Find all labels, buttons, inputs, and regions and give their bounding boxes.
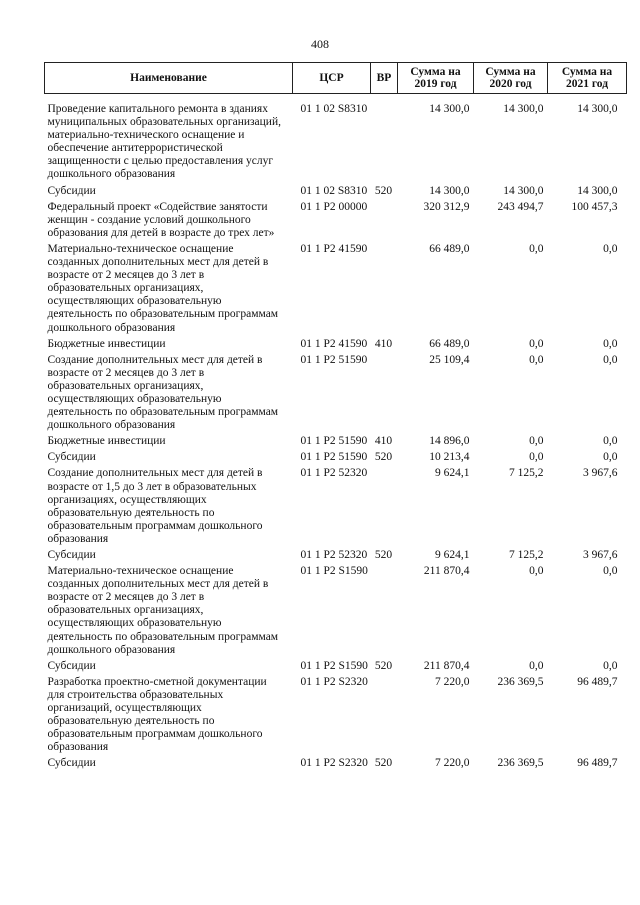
row-vr-code: 520: [374, 451, 393, 464]
row-sum-2020: 0,0: [529, 435, 544, 448]
header-spacer: [45, 94, 627, 104]
row-sum-2019: 66 489,0: [429, 337, 470, 350]
table-row: [45, 201, 627, 243]
row-vr-code: [371, 467, 398, 549]
row-vr-code: [371, 201, 398, 243]
row-name: Материально-техническое оснащение созданных дополнительных мест для детей в возрасте от 2 месяцев до 3 лет в образовательных организациях, осуществляющих образовательную деятельность по образовательным программам дошкольного образования: [47, 565, 279, 656]
row-sum-2019: 9 624,1: [435, 549, 470, 561]
row-sum-2021: 0,0: [603, 337, 618, 350]
row-name: Субсидии: [47, 184, 96, 197]
row-sum-2021: 3 967,6: [583, 549, 618, 561]
row-sum-2020: 0,0: [529, 565, 544, 578]
header-sum-2019: Сумма на 2019 год: [398, 63, 474, 94]
row-sum-2021: 96 489,7: [577, 757, 618, 770]
row-sum-2021: 96 489,7: [577, 675, 618, 688]
row-sum-2021: 3 967,6: [583, 467, 618, 480]
row-sum-2020: 0,0: [529, 337, 544, 350]
row-sum-2020: 236 369,5: [497, 757, 544, 770]
header-csr: ЦСР: [293, 63, 371, 94]
row-vr-code: [371, 354, 398, 436]
header-vr: ВР: [371, 63, 398, 94]
row-csr-code: 01 1 P2 51590: [300, 353, 368, 366]
row-vr-code: 520: [374, 549, 393, 561]
row-csr-code: 01 1 P2 51590: [300, 451, 368, 464]
table-row: [45, 676, 627, 758]
table-row: [45, 435, 627, 451]
row-sum-2019: 7 220,0: [435, 675, 470, 688]
row-name: Разработка проектно-сметной документации для строительства образовательных организаций, осуществляющих образовательную деятельность по образовательным программам дошкольного образования: [47, 675, 267, 754]
row-sum-2020: 0,0: [529, 353, 544, 366]
row-sum-2021: 0,0: [603, 565, 618, 578]
row-name: Создание дополнительных мест для детей в возрасте от 1,5 до 3 лет в образовательных организациях, осуществляющих образовательную деятельность по образовательным программам дошкольного образования: [47, 467, 263, 545]
row-vr-code: 410: [374, 337, 393, 350]
row-name: Субсидии: [47, 549, 96, 561]
row-vr-code: [371, 243, 398, 338]
table-row: [45, 354, 627, 436]
header-name: Наименование: [45, 63, 293, 94]
header-sum-2020: Сумма на 2020 год: [474, 63, 548, 94]
table-header: [45, 63, 627, 94]
row-sum-2020: 236 369,5: [497, 675, 544, 688]
row-sum-2020: 0,0: [529, 451, 544, 464]
row-name: Проведение капитального ремонта в зданиях муниципальных образовательных организаций, материально-технического оснащение и обеспечение антитеррористической защищенности с целью предоставления услуг дошкольного образования: [47, 103, 281, 181]
row-sum-2019: 14 896,0: [429, 435, 470, 448]
row-vr-code: 520: [374, 757, 393, 770]
row-sum-2020: 243 494,7: [497, 200, 544, 213]
row-csr-code: 01 1 P2 S2320: [300, 675, 368, 688]
row-name: Федеральный проект «Содействие занятости женщин - создание условий дошкольного образования для детей в возрасте до трех лет»: [47, 200, 275, 239]
row-name: Субсидии: [47, 659, 96, 672]
row-name: Материально-техническое оснащение созданных дополнительных мест для детей в возрасте от 2 месяцев до 3 лет в образовательных организациях, осуществляющих образовательную деятельность по образовательным программам дошкольного образования: [47, 242, 279, 334]
table-row: [45, 565, 627, 660]
row-sum-2019: 14 300,0: [429, 103, 470, 115]
table-row: [45, 103, 627, 185]
row-sum-2021: 0,0: [603, 659, 618, 672]
row-sum-2020: 14 300,0: [503, 103, 544, 115]
row-sum-2021: 14 300,0: [577, 103, 618, 115]
row-sum-2019: 66 489,0: [429, 242, 470, 255]
row-csr-code: 01 1 02 S8310: [300, 103, 368, 115]
table-body: [45, 94, 627, 774]
row-sum-2021: 0,0: [603, 451, 618, 464]
row-sum-2019: 25 109,4: [429, 353, 470, 366]
table-row: [45, 549, 627, 565]
row-sum-2019: 10 213,4: [429, 451, 470, 464]
row-vr-code: [371, 676, 398, 758]
row-sum-2020: 0,0: [529, 242, 544, 255]
row-sum-2021: 0,0: [603, 242, 618, 255]
row-sum-2019: 9 624,1: [435, 467, 470, 480]
row-csr-code: 01 1 P2 41590: [300, 337, 368, 350]
row-csr-code: 01 1 P2 41590: [300, 242, 368, 255]
row-sum-2019: 7 220,0: [435, 757, 470, 770]
row-sum-2019: 320 312,9: [423, 200, 470, 213]
table-row: [45, 338, 627, 354]
row-name: Субсидии: [47, 451, 96, 464]
row-name: Создание дополнительных мест для детей в возрасте от 2 месяцев до 3 лет в образовательных организациях, осуществляющих образовательную деятельность по образовательным программам дошкольного образования: [47, 353, 279, 432]
row-name: Бюджетные инвестиции: [47, 435, 166, 448]
row-sum-2020: 0,0: [529, 659, 544, 672]
row-sum-2021: 100 457,3: [571, 200, 618, 213]
table-row: [45, 451, 627, 467]
row-sum-2021: 0,0: [603, 435, 618, 448]
row-csr-code: 01 1 P2 S1590: [300, 659, 368, 672]
page-number: 408: [311, 37, 329, 51]
row-name: Бюджетные инвестиции: [47, 337, 166, 350]
header-sum-2021: Сумма на 2021 год: [548, 63, 627, 94]
row-csr-code: 01 1 P2 52320: [300, 549, 368, 561]
table-row: [45, 243, 627, 338]
row-csr-code: 01 1 P2 52320: [300, 467, 368, 480]
row-sum-2021: 0,0: [603, 353, 618, 366]
budget-table: [44, 62, 627, 774]
row-csr-code: 01 1 P2 S1590: [300, 565, 368, 578]
row-sum-2019: 211 870,4: [423, 659, 470, 672]
row-sum-2019: 211 870,4: [423, 565, 470, 578]
row-vr-code: 520: [374, 659, 393, 672]
table-row: [45, 660, 627, 676]
row-csr-code: 01 1 02 S8310: [300, 184, 368, 197]
row-vr-code: 410: [374, 435, 393, 448]
row-vr-code: 520: [374, 184, 393, 197]
table-row: [45, 185, 627, 201]
table-row: [45, 467, 627, 549]
row-csr-code: 01 1 P2 00000: [300, 200, 368, 213]
table-row: [45, 757, 627, 773]
row-csr-code: 01 1 P2 51590: [300, 435, 368, 448]
row-sum-2019: 14 300,0: [429, 184, 470, 197]
row-sum-2020: 7 125,2: [509, 549, 544, 561]
row-csr-code: 01 1 P2 S2320: [300, 757, 368, 770]
row-vr-code: [371, 565, 398, 660]
row-sum-2020: 14 300,0: [503, 184, 544, 197]
row-sum-2021: 14 300,0: [577, 184, 618, 197]
row-vr-code: [371, 103, 398, 185]
row-name: Субсидии: [47, 757, 96, 770]
row-sum-2020: 7 125,2: [509, 467, 544, 480]
